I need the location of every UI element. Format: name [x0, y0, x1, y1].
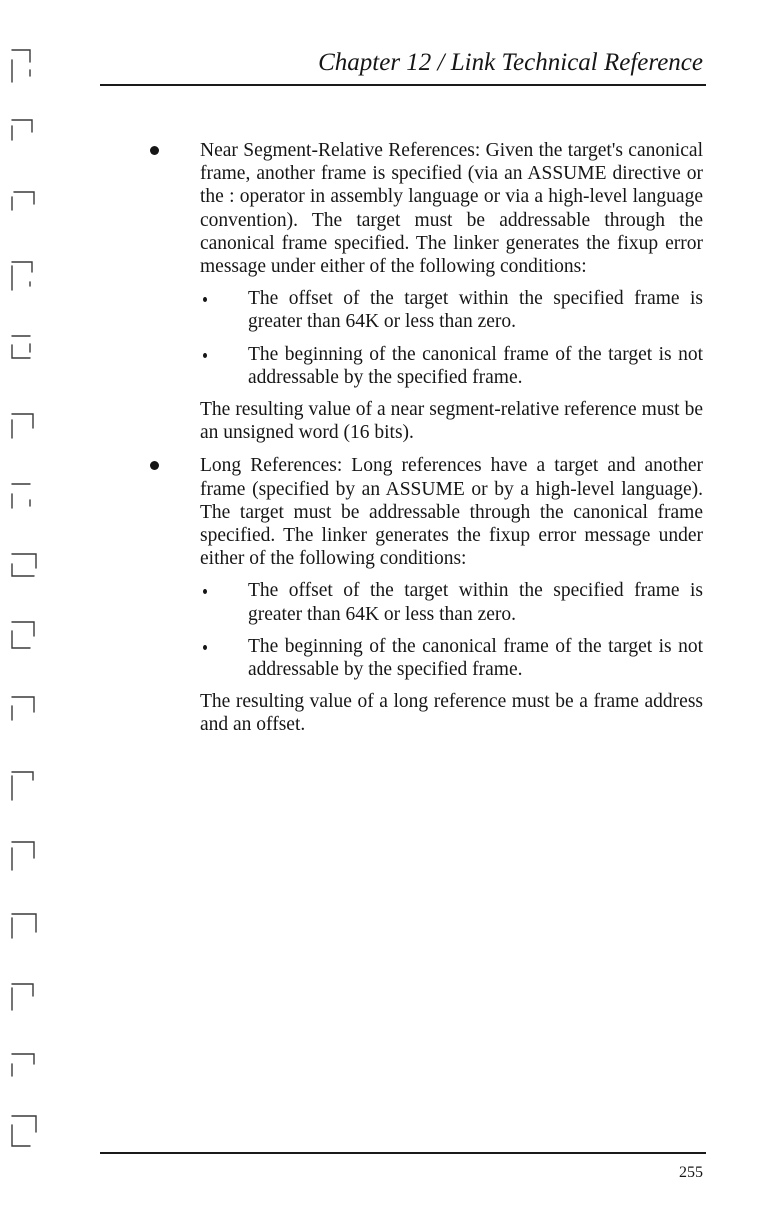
near-references-closing: The resulting value of a near segment-relative reference must be an unsigned word (16 bits).: [200, 399, 703, 444]
condition-text: The beginning of the canonical frame of the target is not addressable by the specified frame.: [248, 635, 703, 681]
small-bullet-icon: [203, 589, 207, 594]
condition-item: [200, 343, 703, 389]
page-body: [200, 139, 703, 747]
condition-item: [200, 635, 703, 681]
footer-rule: [100, 1152, 706, 1154]
long-references-paragraph: Long References: Long references have a target and another frame (specified by an ASSUME or by a high-level language). The target must be addressable through the canonical frame specified. The linker generates the fixup error message under either of the following conditions:: [200, 455, 703, 570]
condition-item: [200, 287, 703, 333]
binder-punch-marks: [0, 0, 60, 1217]
page-number: 255: [679, 1164, 703, 1181]
bullet-icon: [150, 146, 159, 155]
condition-text: The beginning of the canonical frame of the target is not addressable by the specified frame.: [248, 343, 703, 388]
long-references-item: [200, 454, 703, 736]
running-head: Chapter 12 / Link Technical Reference: [318, 49, 703, 76]
condition-text: The offset of the target within the specified frame is greater than 64K or less than zero.: [248, 580, 703, 625]
condition-text: The offset of the target within the specified frame is greater than 64K or less than zero.: [248, 288, 703, 333]
near-segment-relative-references-item: [200, 139, 703, 444]
header-rule: [100, 84, 706, 86]
near-references-paragraph: Near Segment-Relative References: Given the target's canonical frame, another frame is specified (via an ASSUME directive or the : operator in assembly language or via a high-level language convention). The target must be addressable through the canonical frame specified. The linker generates the fixup error message under either of the following conditions:: [200, 140, 703, 278]
long-references-conditions: [200, 579, 703, 681]
near-references-conditions: [200, 287, 703, 389]
small-bullet-icon: [203, 297, 207, 302]
small-bullet-icon: [203, 645, 207, 650]
bullet-icon: [150, 461, 159, 470]
condition-item: [200, 579, 703, 625]
small-bullet-icon: [203, 353, 207, 358]
long-references-closing: The resulting value of a long reference must be a frame address and an offset.: [200, 691, 703, 736]
